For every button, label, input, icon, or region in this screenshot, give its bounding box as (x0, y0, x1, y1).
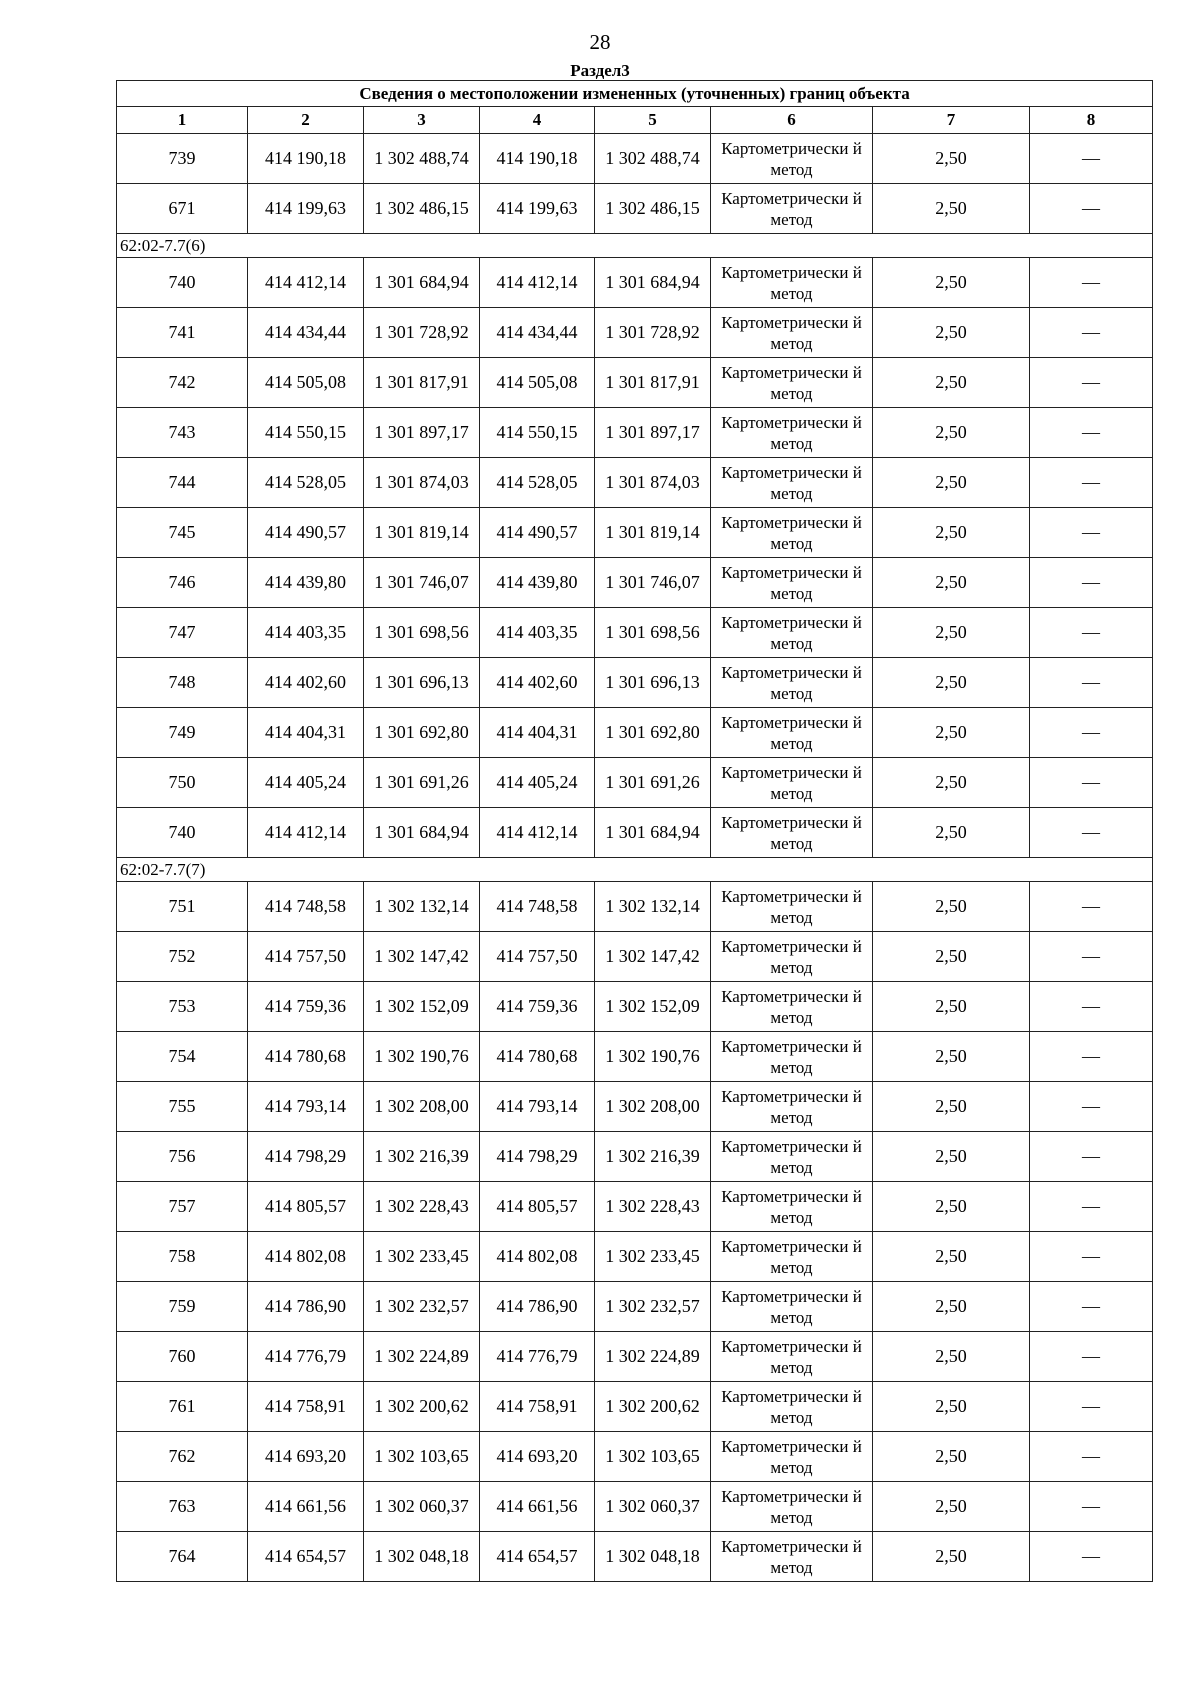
table-cell: — (1030, 1032, 1153, 1082)
table-cell: 414 748,58 (480, 882, 595, 932)
table-row (117, 708, 1153, 758)
table-cell: — (1030, 708, 1153, 758)
table-cell: 414 776,79 (248, 1332, 364, 1382)
table-cell: 2,50 (873, 1532, 1030, 1582)
table-cell: 1 302 233,45 (595, 1232, 711, 1282)
table-row (117, 408, 1153, 458)
table-cell: 2,50 (873, 1132, 1030, 1182)
table-cell: 758 (117, 1232, 248, 1282)
table-cell: 414 802,08 (480, 1232, 595, 1282)
table-cell: 414 490,57 (248, 508, 364, 558)
table-cell: Картометрически й метод (711, 408, 873, 458)
table-cell: — (1030, 882, 1153, 932)
table-cell: 2,50 (873, 1332, 1030, 1382)
table-row (117, 1182, 1153, 1232)
table-cell: 1 302 488,74 (364, 134, 480, 184)
table-cell: — (1030, 558, 1153, 608)
table-cell: 761 (117, 1382, 248, 1432)
table-cell: 1 301 698,56 (595, 608, 711, 658)
table-cell: — (1030, 308, 1153, 358)
table-cell: 414 404,31 (248, 708, 364, 758)
table-cell: 1 301 684,94 (595, 808, 711, 858)
table-cell: 414 199,63 (480, 184, 595, 234)
table-cell: 1 301 817,91 (364, 358, 480, 408)
section-title: Раздел3 (570, 61, 630, 80)
table-cell: 414 759,36 (480, 982, 595, 1032)
table-cell: 1 302 152,09 (364, 982, 480, 1032)
table-cell: 414 805,57 (248, 1182, 364, 1232)
table-cell: 2,50 (873, 458, 1030, 508)
table-cell: 1 301 696,13 (595, 658, 711, 708)
table-cell: 1 302 048,18 (595, 1532, 711, 1582)
table-cell: 414 412,14 (480, 258, 595, 308)
table-cell: 414 654,57 (248, 1532, 364, 1582)
table-cell: 754 (117, 1032, 248, 1082)
column-header: 2 (248, 107, 364, 134)
table-cell: 1 302 216,39 (364, 1132, 480, 1182)
table-row (117, 508, 1153, 558)
table-cell: Картометрически й метод (711, 1232, 873, 1282)
table-cell: 414 490,57 (480, 508, 595, 558)
table-cell: 1 301 692,80 (595, 708, 711, 758)
table-cell: 414 805,57 (480, 1182, 595, 1232)
table-cell: 742 (117, 358, 248, 408)
table-cell: 1 301 874,03 (595, 458, 711, 508)
table-cell: 414 528,05 (248, 458, 364, 508)
table-row (117, 982, 1153, 1032)
table-cell: 1 301 897,17 (364, 408, 480, 458)
table-cell: — (1030, 458, 1153, 508)
group-row (117, 858, 1153, 882)
table-cell: 746 (117, 558, 248, 608)
table-row (117, 1382, 1153, 1432)
table-cell: Картометрически й метод (711, 758, 873, 808)
table-cell: 1 301 691,26 (364, 758, 480, 808)
table-cell: Картометрически й метод (711, 882, 873, 932)
table-cell: 414 412,14 (248, 808, 364, 858)
table-cell: Картометрически й метод (711, 808, 873, 858)
table-cell: 2,50 (873, 1282, 1030, 1332)
table-cell: — (1030, 358, 1153, 408)
table-cell: 1 301 728,92 (364, 308, 480, 358)
table-cell: 749 (117, 708, 248, 758)
table-cell: Картометрически й метод (711, 708, 873, 758)
table-cell: — (1030, 758, 1153, 808)
table-cell: 414 693,20 (248, 1432, 364, 1482)
table-cell: 1 302 216,39 (595, 1132, 711, 1182)
table-cell: 2,50 (873, 1182, 1030, 1232)
table-cell: 1 302 224,89 (364, 1332, 480, 1382)
table-cell: 414 793,14 (480, 1082, 595, 1132)
table-cell: 414 528,05 (480, 458, 595, 508)
table-cell: 1 302 224,89 (595, 1332, 711, 1382)
coordinates-table (116, 80, 1153, 1582)
table-cell: 414 404,31 (480, 708, 595, 758)
table-cell: 414 654,57 (480, 1532, 595, 1582)
table-cell: Картометрически й метод (711, 1432, 873, 1482)
table-cell: 414 402,60 (480, 658, 595, 708)
table-cell: Картометрически й метод (711, 658, 873, 708)
table-cell: Картометрически й метод (711, 308, 873, 358)
table-cell: 2,50 (873, 1232, 1030, 1282)
table-cell: 414 757,50 (480, 932, 595, 982)
table-cell: Картометрически й метод (711, 1482, 873, 1532)
table-cell: Картометрически й метод (711, 134, 873, 184)
table-cell: 755 (117, 1082, 248, 1132)
table-cell: — (1030, 1082, 1153, 1132)
column-header: 8 (1030, 107, 1153, 134)
table-cell: 414 793,14 (248, 1082, 364, 1132)
table-cell: Картометрически й метод (711, 558, 873, 608)
table-cell: 414 759,36 (248, 982, 364, 1032)
table-cell: — (1030, 1182, 1153, 1232)
table-cell: 760 (117, 1332, 248, 1382)
table-cell: 414 802,08 (248, 1232, 364, 1282)
table-cell: 759 (117, 1282, 248, 1332)
table-cell: 1 302 190,76 (364, 1032, 480, 1082)
table-cell: — (1030, 1482, 1153, 1532)
group-row (117, 234, 1153, 258)
table-cell: 2,50 (873, 808, 1030, 858)
table-cell: Картометрически й метод (711, 1032, 873, 1082)
table-row (117, 1432, 1153, 1482)
table-cell: 414 402,60 (248, 658, 364, 708)
table-cell: 1 301 684,94 (595, 258, 711, 308)
table-cell: 414 758,91 (248, 1382, 364, 1432)
table-cell: — (1030, 1432, 1153, 1482)
table-cell: — (1030, 932, 1153, 982)
table-cell: 2,50 (873, 308, 1030, 358)
table-cell: 414 190,18 (480, 134, 595, 184)
table-cell: 751 (117, 882, 248, 932)
table-cell: 1 301 696,13 (364, 658, 480, 708)
table-cell: 414 412,14 (480, 808, 595, 858)
table-cell: 414 786,90 (248, 1282, 364, 1332)
table-row (117, 882, 1153, 932)
table-cell: 414 412,14 (248, 258, 364, 308)
table-row (117, 608, 1153, 658)
table-body (117, 134, 1153, 1582)
table-row (117, 258, 1153, 308)
table-cell: 1 302 048,18 (364, 1532, 480, 1582)
table-cell: 414 661,56 (480, 1482, 595, 1532)
table-cell: 1 301 897,17 (595, 408, 711, 458)
table-row (117, 1232, 1153, 1282)
table-cell: 1 301 746,07 (364, 558, 480, 608)
table-cell: 1 302 228,43 (595, 1182, 711, 1232)
table-cell: — (1030, 1282, 1153, 1332)
column-header: 3 (364, 107, 480, 134)
table-row (117, 1132, 1153, 1182)
table-cell: 1 302 132,14 (595, 882, 711, 932)
table-cell: Картометрически й метод (711, 1132, 873, 1182)
table-cell: — (1030, 258, 1153, 308)
table-cell: 1 302 486,15 (364, 184, 480, 234)
table-cell: 1 302 208,00 (364, 1082, 480, 1132)
table-cell: — (1030, 608, 1153, 658)
table-cell: 414 505,08 (480, 358, 595, 408)
column-header-row (117, 107, 1153, 134)
table-cell: — (1030, 1532, 1153, 1582)
table-cell: Картометрически й метод (711, 1532, 873, 1582)
table-row (117, 184, 1153, 234)
table-row (117, 358, 1153, 408)
table-cell: 1 302 103,65 (364, 1432, 480, 1482)
table-cell: 1 302 200,62 (595, 1382, 711, 1432)
table-cell: 740 (117, 258, 248, 308)
table-cell: 2,50 (873, 1382, 1030, 1432)
table-cell: 1 302 233,45 (364, 1232, 480, 1282)
table-cell: 2,50 (873, 932, 1030, 982)
column-header: 5 (595, 107, 711, 134)
table-cell: Картометрически й метод (711, 932, 873, 982)
table-cell: 414 434,44 (248, 308, 364, 358)
table-cell: 414 757,50 (248, 932, 364, 982)
table-cell: 414 505,08 (248, 358, 364, 408)
group-label: 62:02-7.7(7) (117, 858, 1153, 882)
table-row (117, 1532, 1153, 1582)
table-cell: 2,50 (873, 882, 1030, 932)
table-cell: — (1030, 134, 1153, 184)
table-cell: 1 301 728,92 (595, 308, 711, 358)
table-cell: 745 (117, 508, 248, 558)
table-cell: 2,50 (873, 658, 1030, 708)
table-cell: Картометрически й метод (711, 982, 873, 1032)
column-header: 4 (480, 107, 595, 134)
table-cell: 762 (117, 1432, 248, 1482)
table-cell: 744 (117, 458, 248, 508)
table-cell: 1 301 819,14 (595, 508, 711, 558)
table-cell: 414 405,24 (248, 758, 364, 808)
table-cell: 414 780,68 (480, 1032, 595, 1082)
table-cell: 1 301 874,03 (364, 458, 480, 508)
table-cell: 414 403,35 (248, 608, 364, 658)
table-row (117, 1332, 1153, 1382)
table-cell: 2,50 (873, 184, 1030, 234)
table-cell: 2,50 (873, 508, 1030, 558)
table-cell: 414 661,56 (248, 1482, 364, 1532)
table-cell: Картометрически й метод (711, 358, 873, 408)
table-cell: 2,50 (873, 134, 1030, 184)
table-cell: 1 302 232,57 (595, 1282, 711, 1332)
table-cell: 2,50 (873, 1082, 1030, 1132)
table-cell: 414 403,35 (480, 608, 595, 658)
table-cell: 2,50 (873, 358, 1030, 408)
table-cell: 1 302 147,42 (595, 932, 711, 982)
column-header: 7 (873, 107, 1030, 134)
table-row (117, 932, 1153, 982)
table-cell: 1 302 486,15 (595, 184, 711, 234)
table-row (117, 658, 1153, 708)
table-cell: Картометрически й метод (711, 1182, 873, 1232)
table-cell: — (1030, 408, 1153, 458)
table-cell: — (1030, 808, 1153, 858)
table-cell: 741 (117, 308, 248, 358)
table-cell: 1 302 200,62 (364, 1382, 480, 1432)
table-cell: 414 780,68 (248, 1032, 364, 1082)
table-cell: 2,50 (873, 708, 1030, 758)
table-row (117, 1282, 1153, 1332)
table-cell: — (1030, 508, 1153, 558)
table-row (117, 1032, 1153, 1082)
table-row (117, 458, 1153, 508)
table-cell: 414 199,63 (248, 184, 364, 234)
table-cell: 1 301 698,56 (364, 608, 480, 658)
table-cell: 748 (117, 658, 248, 708)
table-cell: 414 798,29 (248, 1132, 364, 1182)
table-cell: 1 301 684,94 (364, 258, 480, 308)
table-cell: 1 302 488,74 (595, 134, 711, 184)
table-cell: 763 (117, 1482, 248, 1532)
table-cell: 757 (117, 1182, 248, 1232)
table-row (117, 308, 1153, 358)
table-cell: — (1030, 1232, 1153, 1282)
table-cell: 414 693,20 (480, 1432, 595, 1482)
table-row (117, 134, 1153, 184)
table-cell: — (1030, 658, 1153, 708)
table-cell: 2,50 (873, 258, 1030, 308)
table-cell: 764 (117, 1532, 248, 1582)
table-cell: 743 (117, 408, 248, 458)
table-cell: 414 786,90 (480, 1282, 595, 1332)
table-cell: 1 302 060,37 (595, 1482, 711, 1532)
table-cell: 747 (117, 608, 248, 658)
table-cell: 1 302 147,42 (364, 932, 480, 982)
table-cell: 2,50 (873, 408, 1030, 458)
table-cell: 1 301 817,91 (595, 358, 711, 408)
table-cell: Картометрически й метод (711, 458, 873, 508)
table-row (117, 808, 1153, 858)
table-cell: 752 (117, 932, 248, 982)
table-cell: 2,50 (873, 1432, 1030, 1482)
table-cell: 1 301 819,14 (364, 508, 480, 558)
table-cell: 2,50 (873, 1032, 1030, 1082)
table-cell: — (1030, 184, 1153, 234)
table-cell: — (1030, 1332, 1153, 1382)
table-cell: Картометрически й метод (711, 608, 873, 658)
table-cell: 1 302 232,57 (364, 1282, 480, 1332)
table-row (117, 758, 1153, 808)
table-cell: 753 (117, 982, 248, 1032)
table-cell: 740 (117, 808, 248, 858)
table-cell: 2,50 (873, 758, 1030, 808)
table-cell: 1 302 190,76 (595, 1032, 711, 1082)
table-cell: Картометрически й метод (711, 258, 873, 308)
table-cell: 1 302 132,14 (364, 882, 480, 932)
table-cell: 1 301 692,80 (364, 708, 480, 758)
table-cell: 414 439,80 (248, 558, 364, 608)
table-cell: 2,50 (873, 982, 1030, 1032)
table-cell: 414 550,15 (480, 408, 595, 458)
table-cell: 2,50 (873, 558, 1030, 608)
table-cell: 2,50 (873, 608, 1030, 658)
table-cell: 414 190,18 (248, 134, 364, 184)
column-header: 6 (711, 107, 873, 134)
table-cell: 414 434,44 (480, 308, 595, 358)
table-cell: 1 302 060,37 (364, 1482, 480, 1532)
column-header: 1 (117, 107, 248, 134)
table-cell: Картометрически й метод (711, 1382, 873, 1432)
group-label: 62:02-7.7(6) (117, 234, 1153, 258)
table-row (117, 1082, 1153, 1132)
table-cell: 750 (117, 758, 248, 808)
table-row (117, 1482, 1153, 1532)
page-number: 28 (589, 30, 611, 54)
table-row (117, 558, 1153, 608)
table-cell: — (1030, 1132, 1153, 1182)
table-cell: 414 776,79 (480, 1332, 595, 1382)
table-cell: Картометрически й метод (711, 1332, 873, 1382)
table-cell: 671 (117, 184, 248, 234)
table-cell: 2,50 (873, 1482, 1030, 1532)
table-cell: 1 301 684,94 (364, 808, 480, 858)
table-cell: 414 798,29 (480, 1132, 595, 1182)
table-cell: 739 (117, 134, 248, 184)
table-cell: 414 439,80 (480, 558, 595, 608)
table-cell: 414 758,91 (480, 1382, 595, 1432)
table-cell: 1 302 228,43 (364, 1182, 480, 1232)
table-caption: Сведения о местоположении измененных (уточненных) границ объекта (117, 81, 1153, 107)
table-cell: 1 302 103,65 (595, 1432, 711, 1482)
table-cell: 1 302 152,09 (595, 982, 711, 1032)
table-cell: Картометрически й метод (711, 508, 873, 558)
table-cell: 1 302 208,00 (595, 1082, 711, 1132)
table-cell: 756 (117, 1132, 248, 1182)
table-cell: Картометрически й метод (711, 184, 873, 234)
table-cell: Картометрически й метод (711, 1082, 873, 1132)
table-cell: 1 301 691,26 (595, 758, 711, 808)
table-cell: 1 301 746,07 (595, 558, 711, 608)
table-cell: Картометрически й метод (711, 1282, 873, 1332)
table-cell: — (1030, 1382, 1153, 1432)
table-cell: 414 550,15 (248, 408, 364, 458)
table-cell: 414 748,58 (248, 882, 364, 932)
table-cell: — (1030, 982, 1153, 1032)
table-cell: 414 405,24 (480, 758, 595, 808)
